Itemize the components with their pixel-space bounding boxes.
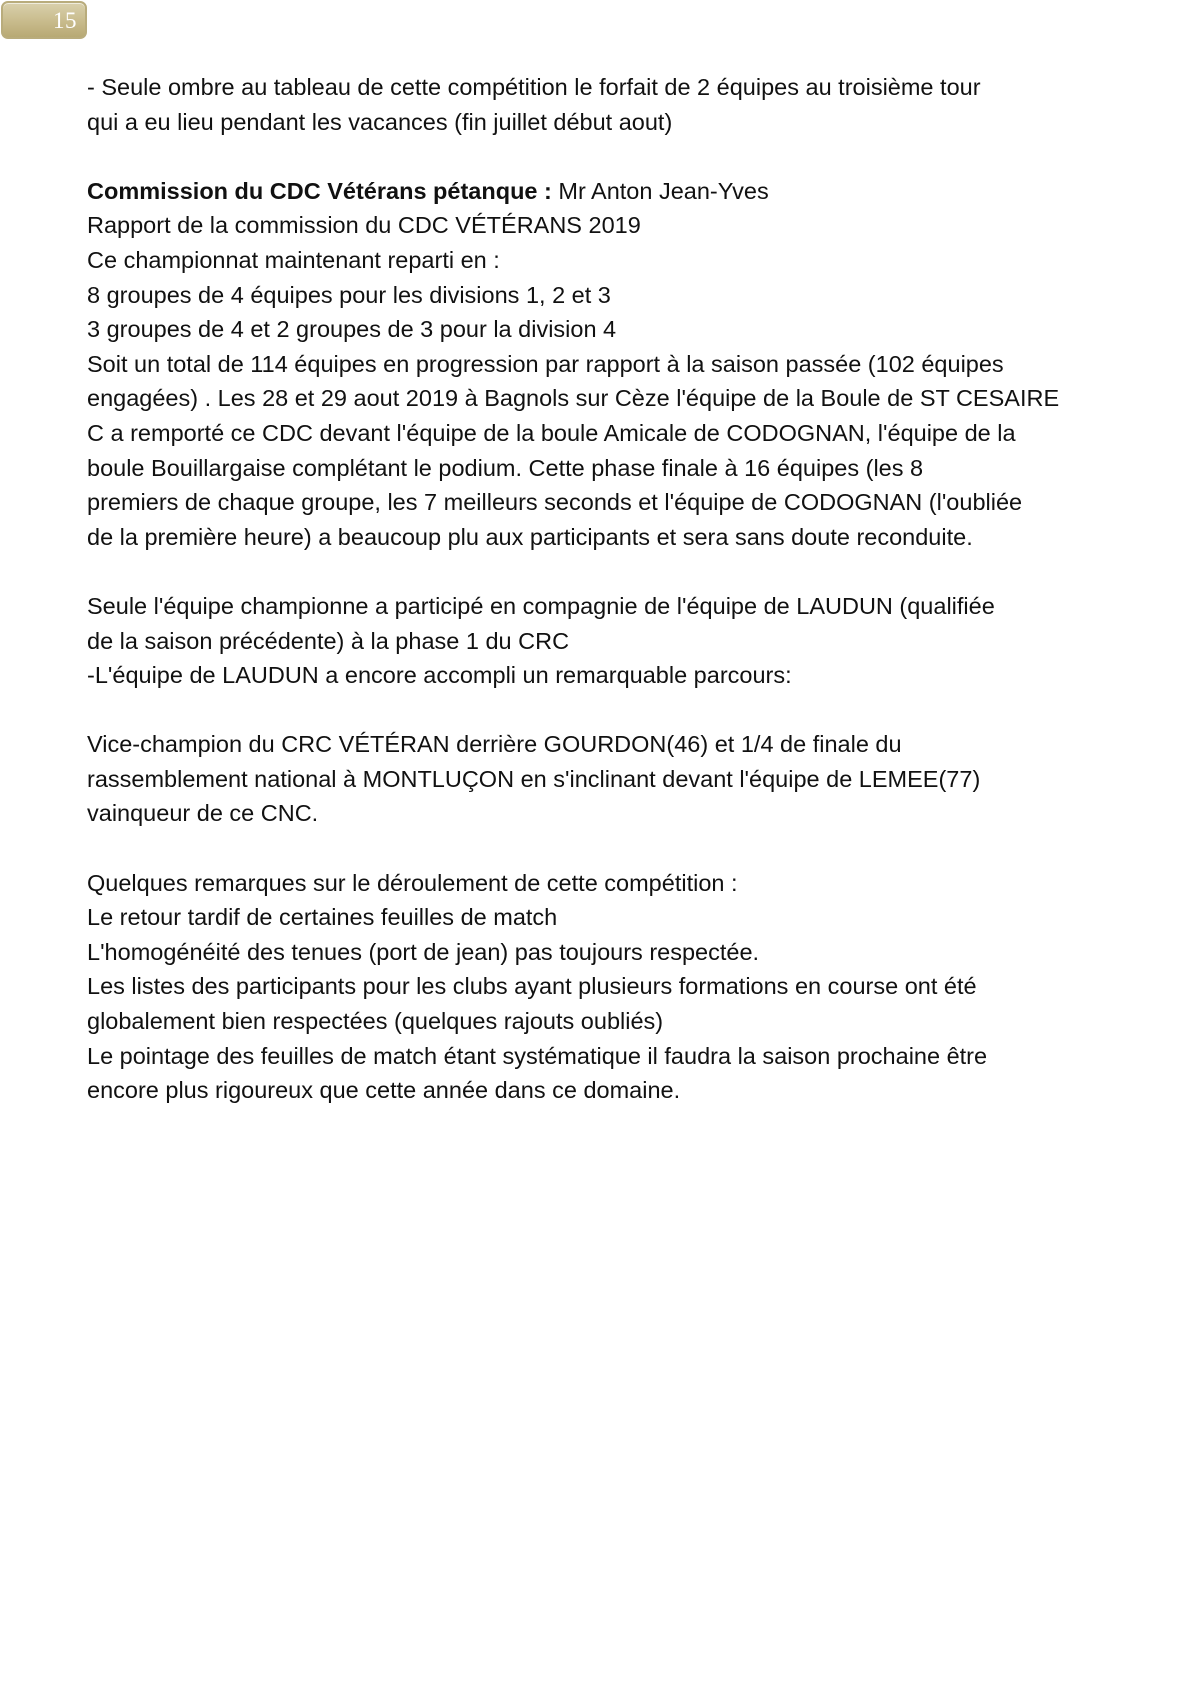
page-number: 15 bbox=[53, 8, 77, 33]
text-line: 3 groupes de 4 et 2 groupes de 3 pour la division 4 bbox=[87, 316, 617, 343]
commission-section bbox=[87, 174, 1127, 555]
text-line: encore plus rigoureux que cette année dans ce domaine. bbox=[87, 1077, 681, 1104]
remarks-paragraph bbox=[87, 866, 1127, 1108]
text-line: - Seule ombre au tableau de cette compétition le forfait de 2 équipes au troisième tour bbox=[87, 74, 981, 100]
text-line: Quelques remarques sur le déroulement de cette compétition : bbox=[87, 869, 738, 896]
commission-heading-name: Mr Anton Jean-Yves bbox=[551, 177, 769, 204]
text-line: boule Bouillargaise complétant le podium. Cette phase finale à 16 équipes (les 8 bbox=[87, 454, 924, 481]
text-line: Rapport de la commission du CDC VÉTÉRANS 2019 bbox=[87, 212, 641, 239]
text-line: C a remporté ce CDC devant l'équipe de la boule Amicale de CODOGNAN, l'équipe de la bbox=[87, 419, 1016, 446]
paragraph-spacer bbox=[87, 554, 1127, 589]
text-line: qui a eu lieu pendant les vacances (fin juillet début aout) bbox=[87, 108, 673, 135]
text-line: Ce championnat maintenant reparti en : bbox=[87, 246, 500, 273]
paragraph-spacer bbox=[87, 693, 1127, 728]
commission-heading-bold: Commission du CDC Vétérans pétanque : bbox=[87, 177, 552, 204]
paragraph-spacer bbox=[87, 139, 1127, 174]
text-line: rassemblement national à MONTLUÇON en s'inclinant devant l'équipe de LEMEE(77) bbox=[87, 765, 981, 792]
text-line: Le pointage des feuilles de match étant systématique il faudra la saison prochaine être bbox=[87, 1042, 988, 1069]
text-line: -L'équipe de LAUDUN a encore accompli un remarquable parcours: bbox=[87, 662, 792, 689]
commission-heading bbox=[87, 174, 1127, 209]
paragraph-spacer bbox=[87, 831, 1127, 866]
text-line: engagées) . Les 28 et 29 aout 2019 à Bagnols sur Cèze l'équipe de la Boule de ST CESAIRE bbox=[87, 385, 1060, 412]
page-number-badge bbox=[1, 1, 87, 39]
text-line: de la saison précédente) à la phase 1 du CRC bbox=[87, 627, 570, 654]
text-line: Le retour tardif de certaines feuilles de match bbox=[87, 904, 558, 931]
document-body bbox=[87, 70, 1127, 1108]
text-line: L'homogénéité des tenues (port de jean) pas toujours respectée. bbox=[87, 938, 760, 965]
text-line: Vice-champion du CRC VÉTÉRAN derrière GOURDON(46) et 1/4 de finale du bbox=[87, 731, 902, 758]
text-line: Seule l'équipe championne a participé en compagnie de l'équipe de LAUDUN (qualifiée bbox=[87, 592, 995, 619]
text-line: 8 groupes de 4 équipes pour les divisions 1, 2 et 3 bbox=[87, 281, 611, 308]
intro-paragraph bbox=[87, 70, 1127, 139]
text-line: de la première heure) a beaucoup plu aux participants et sera sans doute reconduite. bbox=[87, 523, 973, 550]
text-line: Soit un total de 114 équipes en progression par rapport à la saison passée (102 équipes bbox=[87, 350, 1004, 377]
text-line: Les listes des participants pour les clubs ayant plusieurs formations en course ont été bbox=[87, 973, 977, 1000]
text-line: premiers de chaque groupe, les 7 meilleurs seconds et l'équipe de CODOGNAN (l'oubliée bbox=[87, 489, 1023, 516]
text-line: globalement bien respectées (quelques rajouts oubliés) bbox=[87, 1008, 664, 1035]
laudun-paragraph bbox=[87, 727, 1127, 831]
crc-paragraph bbox=[87, 589, 1127, 693]
text-line: vainqueur de ce CNC. bbox=[87, 800, 319, 827]
